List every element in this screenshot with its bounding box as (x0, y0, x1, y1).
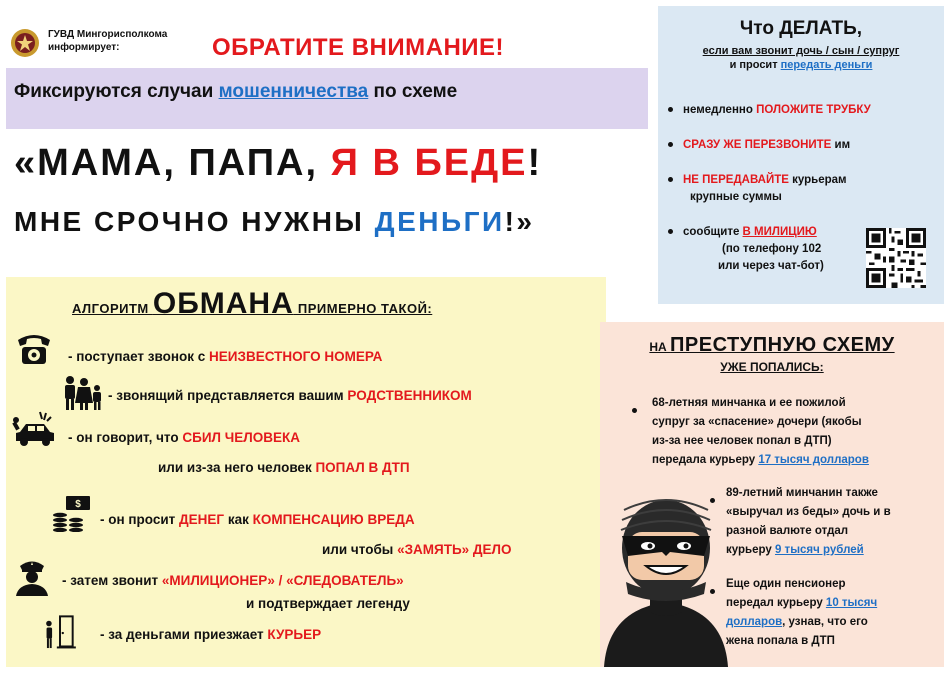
step-3-highlight: НЕ ПЕРЕДАВАЙТЕ (683, 174, 789, 186)
agency-line-2: информирует: (48, 42, 120, 53)
money-icon (50, 494, 94, 532)
case-3-line-3: , узнав, что его (782, 616, 868, 628)
fraud-prefix: Фиксируются случаи (14, 81, 219, 102)
svg-text:$: $ (75, 499, 81, 510)
step-2-highlight: СРАЗУ ЖЕ ПЕРЕЗВОНИТЕ (683, 139, 832, 151)
step-3-line-2-text: или из-за него человек (158, 460, 316, 475)
bullet-icon (668, 177, 673, 182)
case-2-amount: 9 тысяч рублей (774, 544, 864, 556)
what-to-do-sub-2-prefix: и просит (729, 59, 781, 71)
case-1-line-3: из-за нее человек попал в ДТП) (652, 435, 832, 447)
step-2-text: - звонящий представляется вашим (108, 388, 348, 403)
agency-line-1: ГУВД Мингорисполкома (48, 29, 168, 40)
step-4-mid-text: как (224, 512, 253, 527)
step-6-text: - за деньгами приезжает (100, 627, 268, 642)
step-4-line-3: или через чат-бот) (718, 260, 824, 272)
case-3-line-4: жена попала в ДТП (726, 635, 835, 647)
headline-line-1 (14, 142, 542, 185)
victim-case-3 (726, 575, 934, 651)
emblem-icon (10, 28, 40, 58)
case-3-amount-1: 10 тысяч (825, 597, 878, 609)
fraud-highlight: мошенничества (218, 81, 369, 102)
algorithm-title-pre: АЛГОРИТМ (72, 301, 153, 316)
qr-code[interactable] (866, 228, 926, 288)
algorithm-step-3 (68, 430, 300, 445)
step-3-line-2-highlight: ПОПАЛ В ДТП (315, 460, 410, 475)
case-2-line-3: разной валюте отдал (726, 525, 849, 537)
headline-line-2 (14, 206, 535, 238)
case-2-line-2: «выручал из беды» дочь и в (726, 506, 891, 518)
victims-title-pre: НА (649, 340, 671, 354)
step-1-highlight-text: НЕИЗВЕСТНОГО НОМЕРА (209, 349, 383, 364)
what-to-do-sub-2-highlight: передать деньги (780, 59, 873, 71)
step-5-highlight-text: «МИЛИЦИОНЕР» / «СЛЕДОВАТЕЛЬ» (161, 573, 404, 588)
step-6-highlight-text: КУРЬЕР (267, 627, 322, 642)
step-1-prefix: немедленно (683, 104, 757, 116)
headline-line2-part-1: МНЕ СРОЧНО НУЖНЫ (14, 206, 375, 237)
step-3-text: - он говорит, что (68, 430, 183, 445)
what-to-do-title: Что ДЕЛАТЬ, (739, 18, 863, 39)
headline-trouble: Я В БЕДЕ (330, 142, 528, 184)
algorithm-title-big: ОБМАНА (152, 287, 294, 320)
bullet-icon (668, 229, 673, 234)
step-4-line-2: (по телефону 102 (722, 243, 822, 255)
phone-icon (12, 330, 56, 368)
step-do-not-pass (668, 172, 847, 189)
case-1-line-1: 68-летняя минчанка и ее пожилой (652, 397, 846, 409)
step-report-police (668, 224, 817, 241)
step-4-line-2-text: или чтобы (322, 542, 398, 557)
headline-part-3: ! (527, 142, 543, 184)
step-1-text: - поступает звонок с (68, 349, 210, 364)
bullet-icon (632, 402, 637, 420)
victims-subtitle: УЖЕ ПОПАЛИСЬ: (720, 360, 824, 374)
algorithm-step-3-line-2 (158, 460, 410, 475)
car-crash-icon (12, 410, 56, 448)
algorithm-step-6 (100, 627, 321, 642)
algorithm-title-post: ПРИМЕРНО ТАКОЙ: (293, 301, 433, 316)
agency-label (48, 28, 167, 54)
bullet-icon (668, 142, 673, 147)
fraud-line (14, 81, 457, 103)
attention-heading: ОБРАТИТЕ ВНИМАНИЕ! (212, 34, 505, 61)
case-1-amount: 17 тысяч долларов (758, 454, 869, 466)
headline-part-1: «МАМА, ПАПА, (14, 142, 331, 184)
courier-door-icon (38, 614, 82, 652)
case-1-line-2: супруг за «спасение» дочери (якобы (652, 416, 862, 428)
case-3-line-2: передал курьеру (726, 597, 826, 609)
victims-title-big: ПРЕСТУПНУЮ СХЕМУ (670, 334, 895, 356)
step-4-money-text: ДЕНЕГ (179, 512, 225, 527)
algorithm-step-4-line-2 (322, 542, 512, 557)
case-1-line-4: передала курьеру (652, 454, 759, 466)
police-officer-icon (10, 558, 54, 596)
victims-title (600, 334, 944, 357)
victim-case-1 (652, 394, 934, 470)
step-1-highlight: ПОЛОЖИТЕ ТРУБКУ (756, 104, 871, 116)
step-3-line-2: крупные суммы (690, 191, 782, 203)
headline-line2-part-3: !» (504, 206, 535, 237)
step-2-highlight-text: РОДСТВЕННИКОМ (347, 388, 472, 403)
step-2-suffix: им (831, 139, 851, 151)
step-3-highlight-text: СБИЛ ЧЕЛОВЕКА (182, 430, 300, 445)
step-4-prefix: сообщите (683, 226, 743, 238)
what-to-do-subtitle (658, 44, 944, 72)
case-3-amount-2: долларов (726, 616, 783, 628)
case-2-line-1: 89-летний минчанин также (726, 487, 878, 499)
algorithm-step-5-line-2: и подтверждает легенду (246, 596, 410, 611)
what-to-do-sub-1: если вам звонит дочь / сын / супруг (702, 45, 900, 57)
step-4-line-2-highlight: «ЗАМЯТЬ» ДЕЛО (397, 542, 512, 557)
thief-illustration (600, 470, 732, 667)
victim-case-2 (726, 484, 934, 560)
fraud-suffix: по схеме (368, 81, 458, 102)
algorithm-step-5 (62, 573, 404, 588)
family-icon (62, 374, 106, 412)
algorithm-step-4 (100, 512, 415, 527)
step-hang-up (668, 102, 871, 119)
case-2-line-4: курьеру (726, 544, 775, 556)
algorithm-step-1 (68, 349, 382, 364)
step-3-suffix: курьерам (788, 174, 847, 186)
step-call-back (668, 137, 850, 154)
algorithm-title (72, 287, 432, 321)
algorithm-step-2 (108, 388, 472, 403)
headline-money: ДЕНЬГИ (374, 206, 505, 237)
case-3-line-1: Еще один пенсионер (726, 578, 846, 590)
bullet-icon (668, 107, 673, 112)
step-4-text: - он просит (100, 512, 180, 527)
step-5-text: - затем звонит (62, 573, 162, 588)
step-4-highlight: В МИЛИЦИЮ (742, 226, 817, 238)
step-4-compensation-text: КОМПЕНСАЦИЮ ВРЕДА (252, 512, 415, 527)
